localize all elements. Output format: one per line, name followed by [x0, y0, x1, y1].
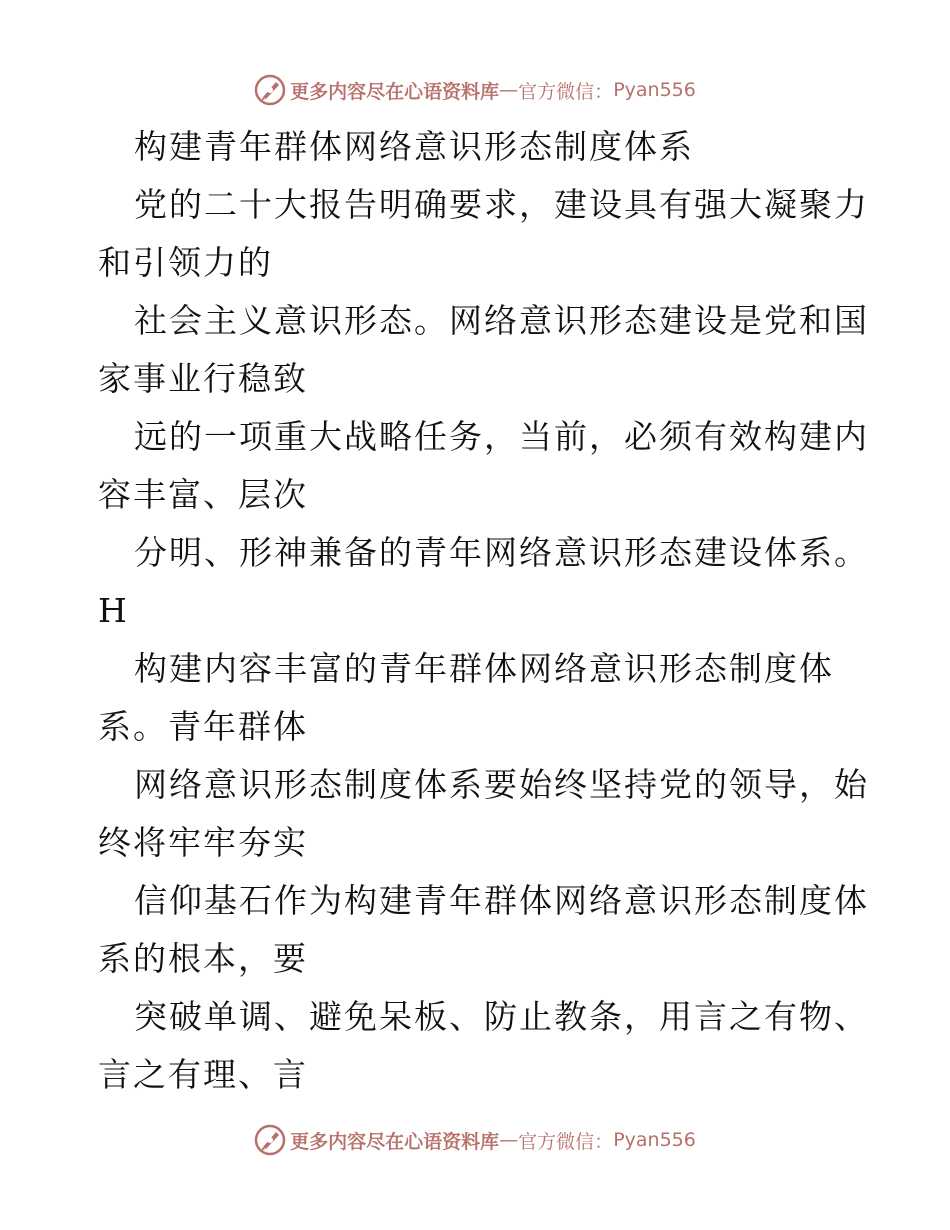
paragraph-line: 突破单调、避免呆板、防止教条，用言之有物、: [134, 997, 869, 1036]
paragraph-line: 信仰基石作为构建青年群体网络意识形态制度体: [134, 881, 869, 920]
banner-separator: —: [499, 1129, 519, 1151]
paragraph-line: 分明、形神兼备的青年网络意识形态建设体系。: [134, 533, 869, 572]
paragraph-line: 家事业行稳致: [98, 359, 308, 398]
paragraph-line: 党的二十大报告明确要求，建设具有强大凝聚力: [134, 185, 869, 224]
paragraph-line: 系的根本，要: [98, 939, 308, 978]
brand-text: 更多内容尽在心语资料库: [290, 1130, 500, 1153]
paragraph-line: 和引领力的: [98, 243, 273, 282]
paragraph-line: 言之有理、言: [98, 1055, 308, 1094]
banner-separator: —: [499, 79, 519, 101]
wechat-id: Pyan556: [613, 1129, 696, 1151]
footer-watermark-banner: [0, 1120, 950, 1160]
paragraph-line: 容丰富、层次: [98, 475, 308, 514]
wechat-label: 官方微信：: [518, 1130, 614, 1153]
quill-pen-logo-icon: [254, 1124, 286, 1156]
wechat-id: Pyan556: [613, 79, 696, 101]
wechat-label: 官方微信：: [518, 80, 614, 103]
brand-text: 更多内容尽在心语资料库: [290, 80, 500, 103]
paragraph-line: H: [98, 591, 129, 630]
paragraph-line: 网络意识形态制度体系要始终坚持党的领导，始: [134, 765, 869, 804]
paragraph-line: 系。青年群体: [98, 707, 308, 746]
paragraph-line: 远的一项重大战略任务，当前，必须有效构建内: [134, 417, 869, 456]
paragraph-line: 构建内容丰富的青年群体网络意识形态制度体: [134, 649, 834, 688]
document-title: 构建青年群体网络意识形态制度体系: [134, 127, 694, 166]
document-body: [98, 118, 869, 1104]
paragraph-line: 社会主义意识形态。网络意识形态建设是党和国: [134, 301, 869, 340]
paragraph-line: 终将牢牢夯实: [98, 823, 308, 862]
quill-pen-logo-icon: [254, 74, 286, 106]
header-watermark-banner: [0, 70, 950, 110]
